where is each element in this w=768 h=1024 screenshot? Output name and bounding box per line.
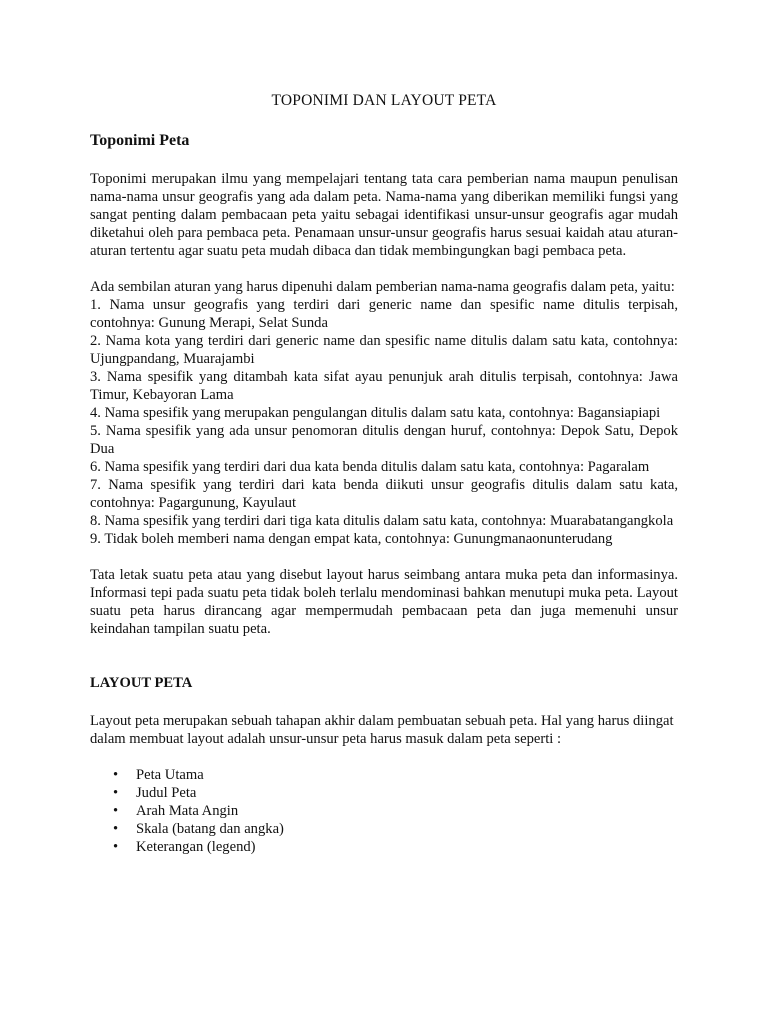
list-item-label: Arah Mata Angin (136, 803, 239, 819)
bullet-icon: • (113, 803, 119, 819)
list-item (113, 820, 678, 838)
bullet-icon: • (113, 767, 119, 783)
rules-block (90, 278, 678, 548)
rule-item-5: 5. Nama spesifik yang ada unsur penomoran ditulis dengan huruf, contohnya: Depok Satu, Depok Dua (90, 423, 678, 457)
map-elements-list (90, 766, 678, 856)
spacer (90, 656, 678, 674)
list-item (113, 766, 678, 784)
rule-item-3: 3. Nama spesifik yang ditambah kata sifat ayau penunjuk arah ditulis terpisah, contohnya: Jawa Timur, Kebayoran Lama (90, 369, 678, 403)
section-heading-toponimi: Toponimi Peta (90, 132, 190, 149)
list-item-label: Judul Peta (136, 785, 197, 801)
list-item (113, 784, 678, 802)
list-item-label: Peta Utama (136, 767, 204, 783)
rule-item-4: 4. Nama spesifik yang merupakan pengulangan ditulis dalam satu kata, contohnya: Bagansiapiapi (90, 405, 661, 421)
list-item-label: Skala (batang dan angka) (136, 821, 284, 837)
bullet-icon: • (113, 785, 119, 801)
paragraph-layout-balance: Tata letak suatu peta atau yang disebut layout harus seimbang antara muka peta dan informasinya. Informasi tepi pada suatu peta tidak boleh terlalu mendominasi bahkan menutupi muka peta. Layout suatu peta harus dirancang agar mempermudah pembacaan peta dan juga memenuhi unsur keindahan tampilan suatu peta. (90, 567, 678, 637)
paragraph-toponimi-definition: Toponimi merupakan ilmu yang mempelajari tentang tata cara pemberian nama maupun penulisan nama-nama unsur geografis yang ada dalam peta. Nama-nama yang diberikan memiliki fungsi yang sangat penting dalam pembacaan peta yaitu sebagai identifikasi unsur-unsur geografis agar mudah diketahui oleh para pembaca peta. Penamaan unsur-unsur geografis harus sesuai kaidah atau aturan-aturan tertentu agar suatu peta mudah dibaca dan tidak membingungkan bagi pembaca peta. (90, 171, 678, 259)
document-title: TOPONIMI DAN LAYOUT PETA (271, 92, 497, 109)
list-item (113, 802, 678, 820)
rule-item-6: 6. Nama spesifik yang terdiri dari dua kata benda ditulis dalam satu kata, contohnya: Pagaralam (90, 459, 650, 475)
rules-intro: Ada sembilan aturan yang harus dipenuhi dalam pemberian nama-nama geografis dalam peta, yaitu: (90, 279, 675, 295)
list-item (113, 838, 678, 856)
rule-item-2: 2. Nama kota yang terdiri dari generic name dan spesific name ditulis dalam satu kata, contohnya: Ujungpandang, Muarajambi (90, 333, 678, 367)
rule-item-9: 9. Tidak boleh memberi nama dengan empat kata, contohnya: Gunungmanaonunterudang (90, 531, 613, 547)
list-item-label: Keterangan (legend) (136, 839, 256, 855)
bullet-icon: • (113, 821, 119, 837)
rule-item-8: 8. Nama spesifik yang terdiri dari tiga kata ditulis dalam satu kata, contohnya: Muarabatangangkola (90, 513, 674, 529)
section-heading-layout-peta: LAYOUT PETA (90, 675, 193, 691)
rule-item-1: 1. Nama unsur geografis yang terdiri dari generic name dan spesific name ditulis terpisah, contohnya: Gunung Merapi, Selat Sunda (90, 297, 678, 331)
bullet-icon: • (113, 839, 119, 855)
paragraph-layout-intro: Layout peta merupakan sebuah tahapan akhir dalam pembuatan sebuah peta. Hal yang harus diingat dalam membuat layout adalah unsur-unsur peta harus masuk dalam peta seperti : (90, 713, 674, 747)
rule-item-7: 7. Nama spesifik yang terdiri dari kata benda diikuti unsur geografis ditulis dalam satu kata, contohnya: Pagargunung, Kayulaut (90, 477, 678, 511)
document-page (90, 92, 678, 856)
